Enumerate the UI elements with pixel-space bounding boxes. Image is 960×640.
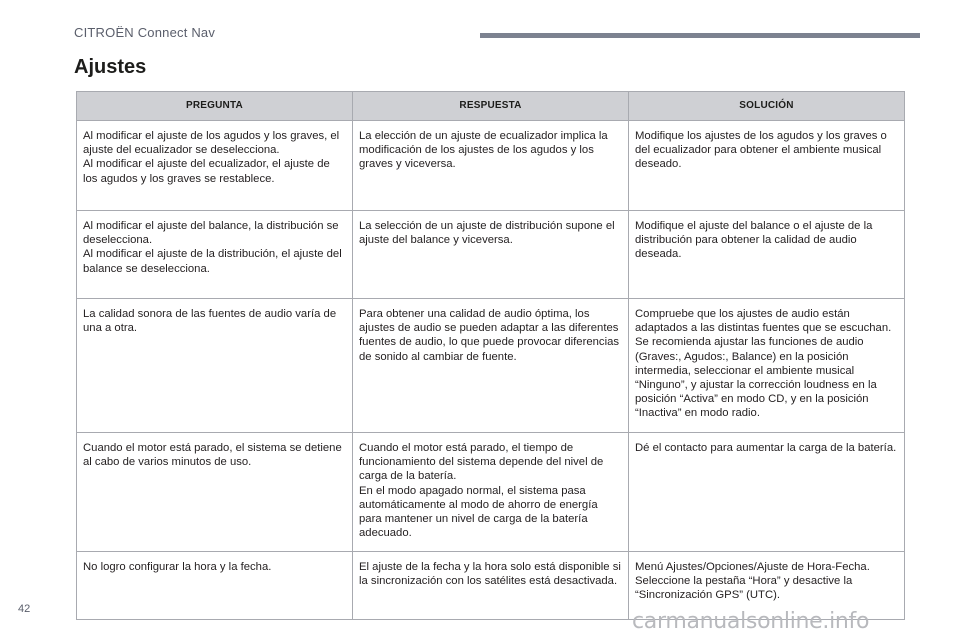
question-cell: La calidad sonora de las fuentes de audio varía de una a otra. xyxy=(77,299,353,433)
answer-cell: Para obtener una calidad de audio óptima, los ajustes de audio se pueden adaptar a las diferentes fuentes de audio, lo que puede provocar diferencias de sonido al cambiar de fuente. xyxy=(353,299,629,433)
answer-cell: La selección de un ajuste de distribución supone el ajuste del balance y viceversa. xyxy=(353,211,629,299)
faq-table xyxy=(76,91,905,620)
answer-cell: La elección de un ajuste de ecualizador implica la modificación de los ajustes de los agudos y los graves y viceversa. xyxy=(353,121,629,211)
table-row xyxy=(77,299,905,433)
table-row xyxy=(77,211,905,299)
solution-cell: Modifique el ajuste del balance o el ajuste de la distribución para obtener la calidad de audio deseada. xyxy=(629,211,905,299)
question-cell: Cuando el motor está parado, el sistema se detiene al cabo de varios minutos de uso. xyxy=(77,433,353,552)
answer-cell: Cuando el motor está parado, el tiempo de funcionamiento del sistema depende del nivel de carga de la batería. En el modo apagado normal, el sistema pasa automáticamente al modo de ahorro de energía para mantener un nivel de carga de la batería adecuado. xyxy=(353,433,629,552)
column-header-question: PREGUNTA xyxy=(77,92,353,121)
answer-cell: El ajuste de la fecha y la hora solo está disponible si la sincronización con los satélites está desactivada. xyxy=(353,552,629,620)
solution-cell: Modifique los ajustes de los agudos y los graves o del ecualizador para obtener el ambiente musical deseado. xyxy=(629,121,905,211)
page-title: Ajustes xyxy=(74,56,147,78)
question-cell: Al modificar el ajuste de los agudos y los graves, el ajuste del ecualizador se deselecciona. Al modificar el ajuste del ecualizador, el ajuste de los agudos y los graves se restablece. xyxy=(77,121,353,211)
solution-cell: Dé el contacto para aumentar la carga de la batería. xyxy=(629,433,905,552)
header-rule xyxy=(480,33,920,38)
question-cell: Al modificar el ajuste del balance, la distribución se deselecciona. Al modificar el ajuste de la distribución, el ajuste del balance se deselecciona. xyxy=(77,211,353,299)
table-row xyxy=(77,433,905,552)
table-row xyxy=(77,121,905,211)
column-header-solution: SOLUCIÓN xyxy=(629,92,905,121)
solution-cell: Menú Ajustes/Opciones/Ajuste de Hora-Fecha. Seleccione la pestaña “Hora” y desactive la “Sincronización GPS” (UTC). xyxy=(629,552,905,620)
page-number: 42 xyxy=(18,603,31,615)
watermark-text: carmanualsonline.info xyxy=(632,609,870,634)
column-header-answer: RESPUESTA xyxy=(353,92,629,121)
table-header-row xyxy=(77,92,905,121)
solution-cell: Compruebe que los ajustes de audio están adaptados a las distintas fuentes que se escuchan. Se recomienda ajustar las funciones de audio (Graves:, Agudos:, Balance) en la posición intermedia, seleccionar el ambiente musical “Ninguno”, y ajustar la corrección loudness en la posición “Activa” en modo CD, y en la posición “Inactiva” en modo radio. xyxy=(629,299,905,433)
question-cell: No logro configurar la hora y la fecha. xyxy=(77,552,353,620)
brand-header: CITROËN Connect Nav xyxy=(74,25,216,40)
